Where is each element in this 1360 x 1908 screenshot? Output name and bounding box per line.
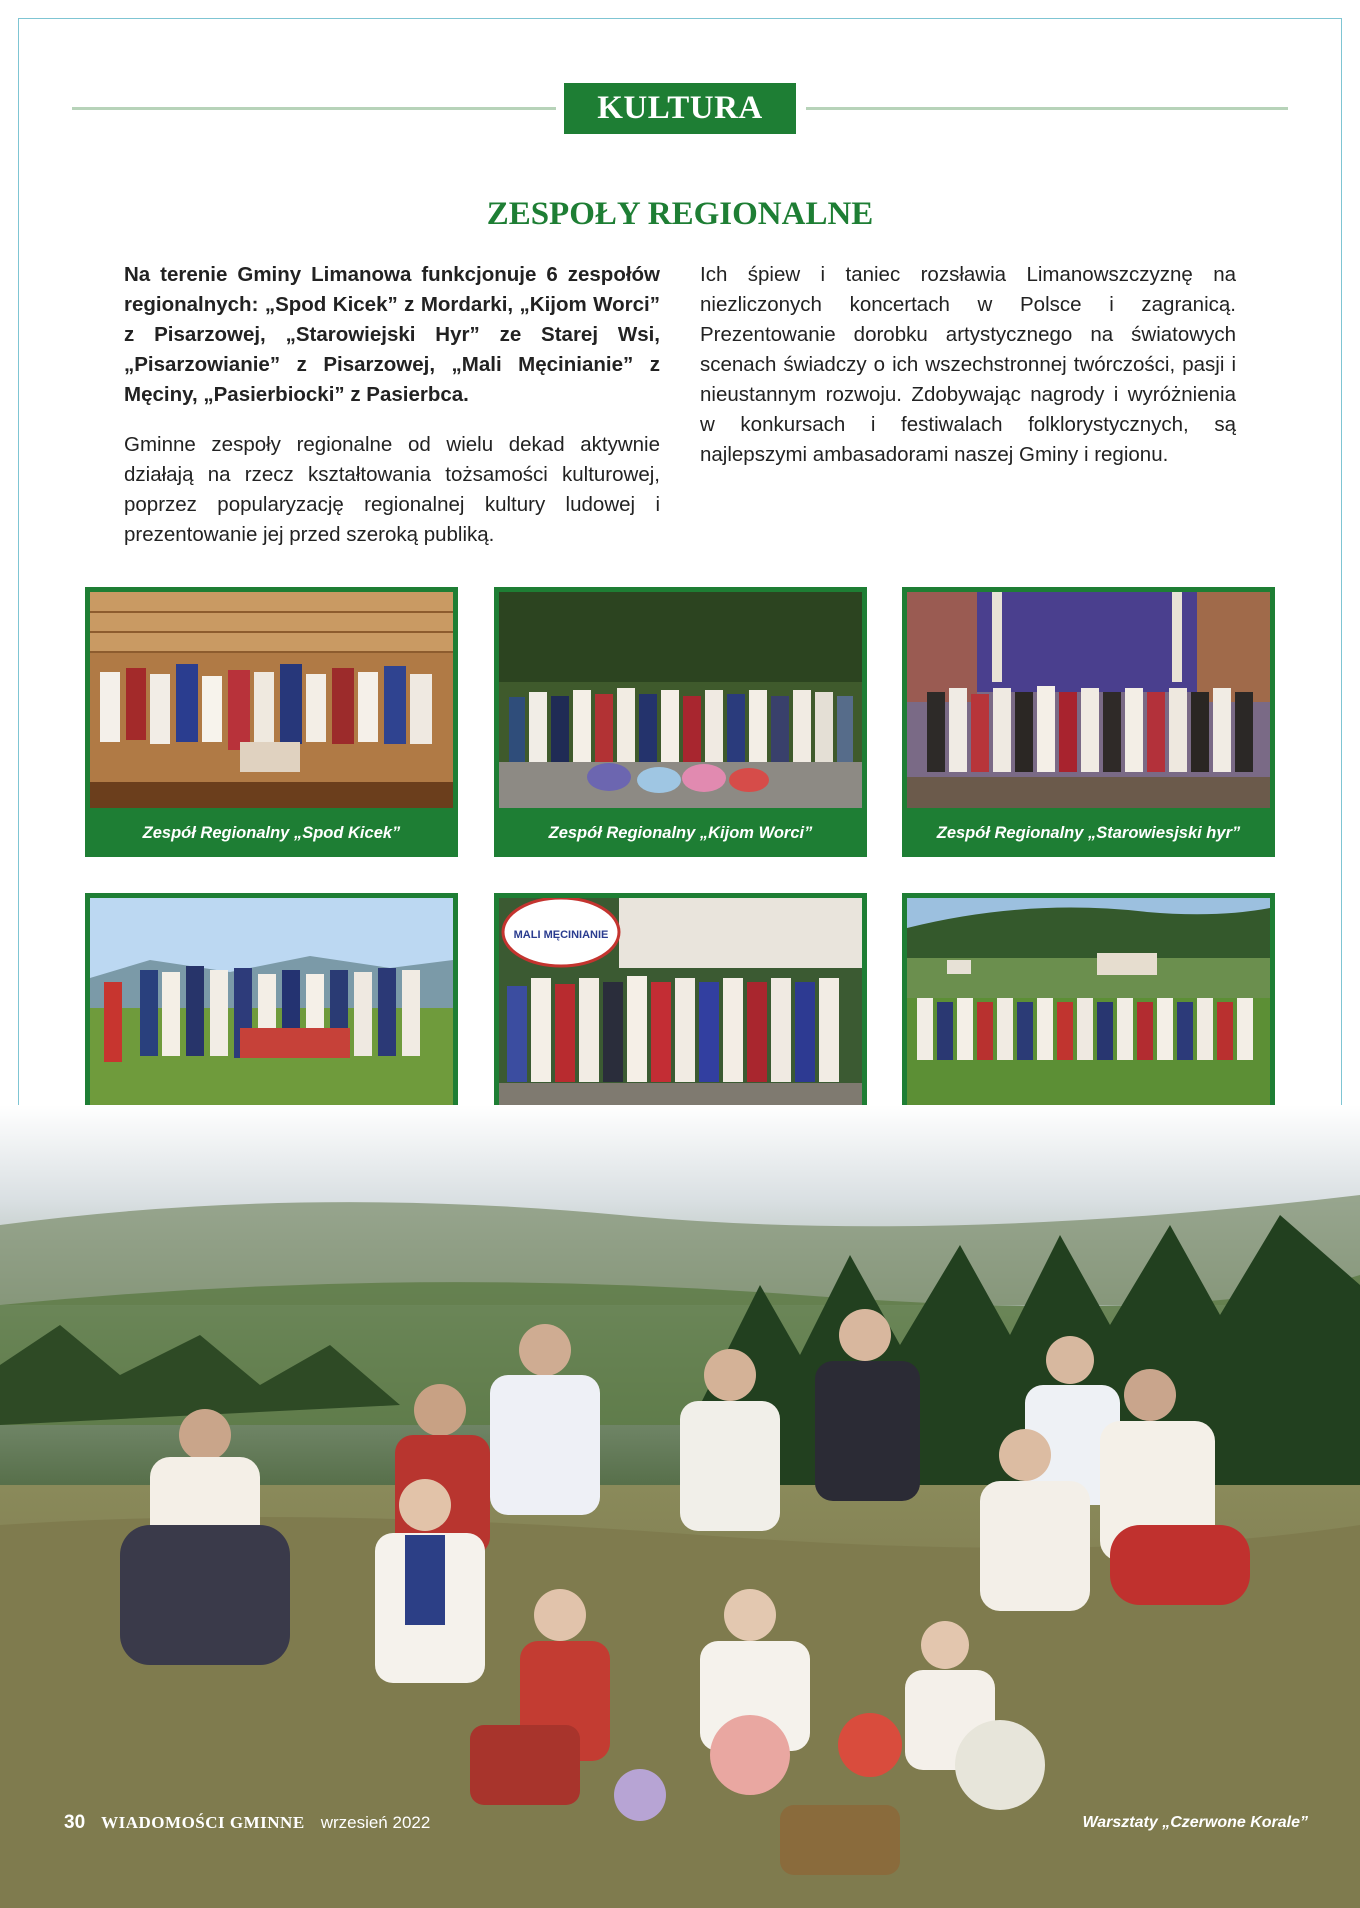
group-photo <box>90 592 453 808</box>
gallery-caption: Zespół Regionalny „Spod Kicek” <box>142 824 401 842</box>
gallery-card-starowiejski-hyr <box>902 587 1275 857</box>
group-photo <box>907 898 1270 1114</box>
landscape-group-photo <box>0 1105 1360 1908</box>
article-paragraph: Gminne zespoły regionalne od wielu dekad aktywnie działają na rzecz kształtowania tożsamości kulturowej, poprzez popularyzację regionalnej kultury ludowej i prezentowanie jej przed szeroką publiką. <box>124 433 660 546</box>
article-column-left <box>124 260 660 570</box>
section-badge: KULTURA <box>564 83 796 134</box>
issue-date: wrzesień 2022 <box>320 1813 431 1832</box>
group-photo <box>499 898 862 1114</box>
group-photo <box>90 898 453 1114</box>
article-column-right <box>700 260 1236 490</box>
gallery-card-spod-kicek <box>85 587 458 857</box>
header-rule-right <box>806 107 1288 110</box>
gallery-card-kijom-worci <box>494 587 867 857</box>
magazine-title: WIADOMOŚCI GMINNE <box>101 1813 305 1832</box>
page-title: ZESPOŁY REGIONALNE <box>486 196 874 232</box>
page-number: 30 <box>64 1812 86 1833</box>
gallery-caption: Zespół Regionalny „Kijom Worci” <box>548 824 813 842</box>
group-photo <box>499 592 862 808</box>
article-paragraph: Ich śpiew i taniec rozsławia Limanowszczyznę na niezliczonych koncertach w Polsce i zagranicą. Prezentowanie dorobku artystycznego na światowych scenach świadczy o ich wszechstronnej twórczości, pasji i nieustannym rozwoju. Zdobywając nagrody i wyróżnienia w konkursach i festiwalach folklorystycznych, są najlepszymi ambasadorami naszej Gminy i regionu. <box>700 263 1236 466</box>
header-rule-left <box>72 107 556 110</box>
gallery-caption: Zespół Regionalny „Starowiesjski hyr” <box>936 824 1241 842</box>
landscape-photo-caption: Warsztaty „Czerwone Korale” <box>1082 1814 1308 1831</box>
group-photo <box>907 592 1270 808</box>
article-lead: Na terenie Gminy Limanowa funkcjonuje 6 zespołów regionalnych: „Spod Kicek” z Mordarki, „Kijom Worci” z Pisarzowej, „Starowiejski Hyr” ze Starej Wsi, „Pisarzowianie” z Pisarzowej, „Mali Męcinianie” z Męciny, „Pasierbiocki” z Pasierbca. <box>124 263 660 406</box>
page-footer-left <box>64 1812 430 1834</box>
mali-mecinianie-sign-text: MALI MĘCINIANIE <box>513 929 609 941</box>
